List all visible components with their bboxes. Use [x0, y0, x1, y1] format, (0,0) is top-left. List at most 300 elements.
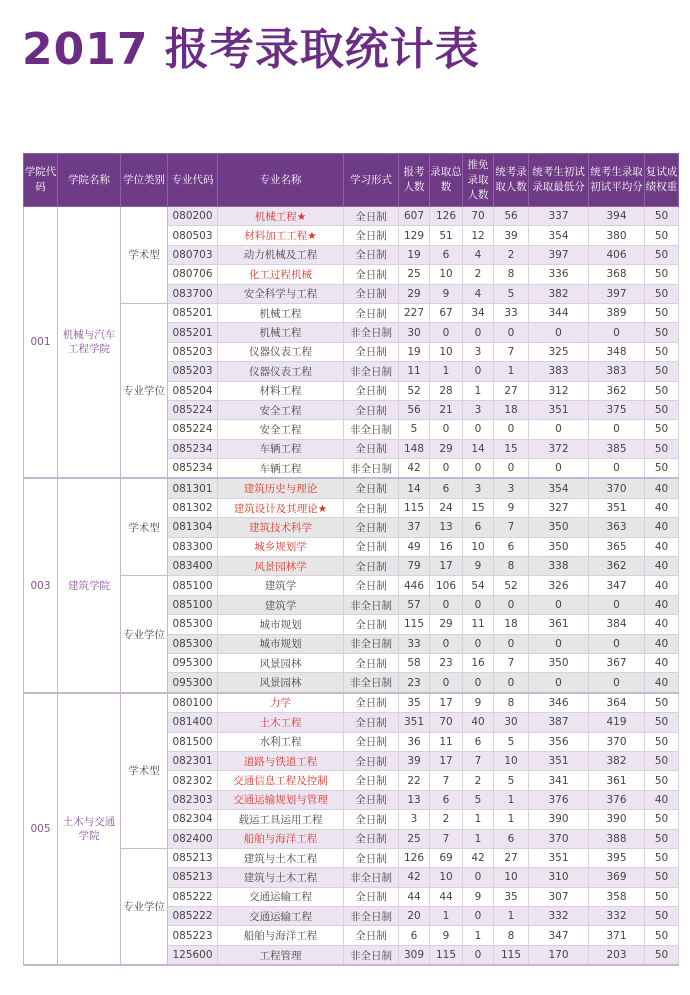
- min-score: 350: [529, 518, 589, 537]
- exam-admitted: 15: [494, 439, 529, 458]
- admitted-total: 29: [430, 439, 463, 458]
- exam-admitted: 0: [494, 634, 529, 653]
- exam-admitted: 8: [494, 693, 529, 713]
- admitted-total: 10: [430, 342, 463, 361]
- avg-score: 370: [589, 478, 645, 498]
- avg-score: 0: [589, 595, 645, 614]
- major-name: 车辆工程: [218, 459, 344, 479]
- exempt-admitted: 1: [463, 381, 494, 400]
- min-score: 376: [529, 790, 589, 809]
- study-mode: 非全日制: [344, 907, 399, 926]
- major-name: 城乡规划学: [218, 537, 344, 556]
- major-name: 载运工具运用工程: [218, 810, 344, 829]
- major-name: 力学: [218, 693, 344, 713]
- retest-weight: 50: [645, 751, 679, 770]
- major-name: 建筑与土木工程: [218, 848, 344, 867]
- exempt-admitted: 0: [463, 634, 494, 653]
- study-mode: 全日制: [344, 498, 399, 517]
- avg-score: 362: [589, 381, 645, 400]
- major-code: 085234: [168, 439, 218, 458]
- major-code: 085203: [168, 342, 218, 361]
- exempt-admitted: 54: [463, 576, 494, 595]
- major-code: 080703: [168, 245, 218, 264]
- admitted-total: 17: [430, 557, 463, 576]
- exempt-admitted: 6: [463, 518, 494, 537]
- exempt-admitted: 0: [463, 323, 494, 342]
- admitted-total: 126: [430, 207, 463, 226]
- college-section: [24, 478, 679, 692]
- admitted-total: 16: [430, 537, 463, 556]
- study-mode: 全日制: [344, 926, 399, 945]
- major-code: 083700: [168, 284, 218, 303]
- major-name: 道路与铁道工程: [218, 751, 344, 770]
- major-code: 080503: [168, 226, 218, 245]
- avg-score: 365: [589, 537, 645, 556]
- retest-weight: 50: [645, 323, 679, 342]
- min-score: 361: [529, 615, 589, 634]
- min-score: 347: [529, 926, 589, 945]
- exam-admitted: 7: [494, 342, 529, 361]
- min-score: 0: [529, 673, 589, 693]
- min-score: 383: [529, 362, 589, 381]
- table-row: [24, 303, 679, 322]
- min-score: 312: [529, 381, 589, 400]
- retest-weight: 40: [645, 518, 679, 537]
- applicants: 13: [399, 790, 430, 809]
- min-score: 0: [529, 595, 589, 614]
- header-min-score: 统考生初试录取最低分: [529, 154, 589, 207]
- study-mode: 全日制: [344, 732, 399, 751]
- retest-weight: 50: [645, 342, 679, 361]
- retest-weight: 50: [645, 829, 679, 848]
- avg-score: 383: [589, 362, 645, 381]
- degree-type: 专业学位: [121, 848, 168, 965]
- min-score: 0: [529, 323, 589, 342]
- min-score: 325: [529, 342, 589, 361]
- min-score: 336: [529, 265, 589, 284]
- study-mode: 全日制: [344, 207, 399, 226]
- header-college-code: 学院代码: [24, 154, 58, 207]
- exempt-admitted: 3: [463, 400, 494, 419]
- exam-admitted: 7: [494, 653, 529, 672]
- min-score: 372: [529, 439, 589, 458]
- avg-score: 0: [589, 634, 645, 653]
- avg-score: 382: [589, 751, 645, 770]
- avg-score: 368: [589, 265, 645, 284]
- exempt-admitted: 4: [463, 284, 494, 303]
- admitted-total: 17: [430, 693, 463, 713]
- major-code: 095300: [168, 653, 218, 672]
- applicants: 42: [399, 868, 430, 887]
- avg-score: 369: [589, 868, 645, 887]
- avg-score: 332: [589, 907, 645, 926]
- applicants: 6: [399, 926, 430, 945]
- avg-score: 419: [589, 713, 645, 732]
- admitted-total: 115: [430, 945, 463, 965]
- applicants: 56: [399, 400, 430, 419]
- exempt-admitted: 12: [463, 226, 494, 245]
- major-code: 085100: [168, 595, 218, 614]
- applicants: 79: [399, 557, 430, 576]
- exempt-admitted: 4: [463, 245, 494, 264]
- avg-score: 203: [589, 945, 645, 965]
- min-score: 351: [529, 848, 589, 867]
- avg-score: 395: [589, 848, 645, 867]
- major-name: 水利工程: [218, 732, 344, 751]
- applicants: 22: [399, 771, 430, 790]
- college-code: 005: [24, 693, 58, 965]
- study-mode: 全日制: [344, 342, 399, 361]
- retest-weight: 50: [645, 907, 679, 926]
- major-name: 船舶与海洋工程: [218, 926, 344, 945]
- major-name: 风景园林: [218, 673, 344, 693]
- exam-admitted: 18: [494, 400, 529, 419]
- admission-statistics-table: [23, 153, 679, 966]
- major-name: 建筑历史与理论: [218, 478, 344, 498]
- min-score: 332: [529, 907, 589, 926]
- major-code: 085201: [168, 323, 218, 342]
- major-name: 城市规划: [218, 634, 344, 653]
- major-name: 车辆工程: [218, 439, 344, 458]
- exam-admitted: 1: [494, 362, 529, 381]
- applicants: 42: [399, 459, 430, 479]
- admitted-total: 24: [430, 498, 463, 517]
- study-mode: 全日制: [344, 226, 399, 245]
- table-row: [24, 478, 679, 498]
- study-mode: 全日制: [344, 245, 399, 264]
- study-mode: 全日制: [344, 848, 399, 867]
- exempt-admitted: 9: [463, 557, 494, 576]
- exam-admitted: 5: [494, 732, 529, 751]
- header-study-mode: 学习形式: [344, 154, 399, 207]
- avg-score: 380: [589, 226, 645, 245]
- major-code: 085100: [168, 576, 218, 595]
- header-exempt-admitted: 推免录取人数: [463, 154, 494, 207]
- avg-score: 363: [589, 518, 645, 537]
- study-mode: 全日制: [344, 751, 399, 770]
- exempt-admitted: 3: [463, 342, 494, 361]
- avg-score: 358: [589, 887, 645, 906]
- admitted-total: 51: [430, 226, 463, 245]
- study-mode: 非全日制: [344, 362, 399, 381]
- study-mode: 全日制: [344, 615, 399, 634]
- exempt-admitted: 11: [463, 615, 494, 634]
- exam-admitted: 0: [494, 323, 529, 342]
- header-avg-score: 统考生录取初试平均分: [589, 154, 645, 207]
- retest-weight: 50: [645, 303, 679, 322]
- exempt-admitted: 9: [463, 887, 494, 906]
- admitted-total: 0: [430, 673, 463, 693]
- major-code: 080706: [168, 265, 218, 284]
- study-mode: 非全日制: [344, 459, 399, 479]
- retest-weight: 50: [645, 732, 679, 751]
- table-row: [24, 207, 679, 226]
- applicants: 49: [399, 537, 430, 556]
- major-code: 085203: [168, 362, 218, 381]
- major-code: 081400: [168, 713, 218, 732]
- degree-type: 学术型: [121, 478, 168, 575]
- study-mode: 全日制: [344, 810, 399, 829]
- applicants: 44: [399, 887, 430, 906]
- min-score: 370: [529, 829, 589, 848]
- exam-admitted: 8: [494, 926, 529, 945]
- admitted-total: 13: [430, 518, 463, 537]
- retest-weight: 50: [645, 848, 679, 867]
- admitted-total: 6: [430, 790, 463, 809]
- exam-admitted: 0: [494, 459, 529, 479]
- retest-weight: 50: [645, 945, 679, 965]
- header-college-name: 学院名称: [58, 154, 121, 207]
- major-name: 材料加工工程★: [218, 226, 344, 245]
- exam-admitted: 5: [494, 284, 529, 303]
- exempt-admitted: 2: [463, 771, 494, 790]
- exam-admitted: 115: [494, 945, 529, 965]
- major-code: 085222: [168, 907, 218, 926]
- exam-admitted: 2: [494, 245, 529, 264]
- min-score: 0: [529, 634, 589, 653]
- study-mode: 全日制: [344, 478, 399, 498]
- min-score: 337: [529, 207, 589, 226]
- major-code: 082302: [168, 771, 218, 790]
- study-mode: 全日制: [344, 265, 399, 284]
- admitted-total: 70: [430, 713, 463, 732]
- study-mode: 全日制: [344, 713, 399, 732]
- min-score: 351: [529, 400, 589, 419]
- admitted-total: 7: [430, 829, 463, 848]
- applicants: 227: [399, 303, 430, 322]
- exempt-admitted: 0: [463, 420, 494, 439]
- admitted-total: 0: [430, 595, 463, 614]
- major-code: 085224: [168, 400, 218, 419]
- applicants: 25: [399, 829, 430, 848]
- exempt-admitted: 1: [463, 926, 494, 945]
- applicants: 115: [399, 615, 430, 634]
- exempt-admitted: 34: [463, 303, 494, 322]
- major-code: 085222: [168, 887, 218, 906]
- major-name: 材料工程: [218, 381, 344, 400]
- major-name: 交通运输规划与管理: [218, 790, 344, 809]
- college-name: 建筑学院: [58, 478, 121, 692]
- applicants: 446: [399, 576, 430, 595]
- min-score: 341: [529, 771, 589, 790]
- major-code: 085223: [168, 926, 218, 945]
- applicants: 29: [399, 284, 430, 303]
- exempt-admitted: 0: [463, 362, 494, 381]
- retest-weight: 50: [645, 439, 679, 458]
- major-name: 交通运输工程: [218, 887, 344, 906]
- retest-weight: 40: [645, 673, 679, 693]
- study-mode: 全日制: [344, 557, 399, 576]
- exam-admitted: 1: [494, 790, 529, 809]
- applicants: 115: [399, 498, 430, 517]
- avg-score: 0: [589, 673, 645, 693]
- admitted-total: 67: [430, 303, 463, 322]
- major-name: 机械工程★: [218, 207, 344, 226]
- table-row: [24, 693, 679, 713]
- exam-admitted: 1: [494, 810, 529, 829]
- major-name: 仪器仪表工程: [218, 362, 344, 381]
- avg-score: 351: [589, 498, 645, 517]
- study-mode: 全日制: [344, 284, 399, 303]
- header-exam-admitted: 统考录取人数: [494, 154, 529, 207]
- avg-score: 388: [589, 829, 645, 848]
- major-code: 082303: [168, 790, 218, 809]
- degree-type: 学术型: [121, 693, 168, 849]
- study-mode: 非全日制: [344, 945, 399, 965]
- retest-weight: 40: [645, 537, 679, 556]
- study-mode: 非全日制: [344, 673, 399, 693]
- header-applicants: 报考人数: [399, 154, 430, 207]
- admitted-total: 21: [430, 400, 463, 419]
- applicants: 126: [399, 848, 430, 867]
- admitted-total: 9: [430, 926, 463, 945]
- table-row: [24, 848, 679, 867]
- major-name: 机械工程: [218, 323, 344, 342]
- applicants: 37: [399, 518, 430, 537]
- avg-score: 406: [589, 245, 645, 264]
- major-code: 081302: [168, 498, 218, 517]
- degree-type: 专业学位: [121, 303, 168, 478]
- major-code: 085201: [168, 303, 218, 322]
- college-code: 001: [24, 207, 58, 479]
- min-score: 354: [529, 478, 589, 498]
- study-mode: 全日制: [344, 771, 399, 790]
- applicants: 36: [399, 732, 430, 751]
- header-major-name: 专业名称: [218, 154, 344, 207]
- exempt-admitted: 40: [463, 713, 494, 732]
- avg-score: 394: [589, 207, 645, 226]
- avg-score: 385: [589, 439, 645, 458]
- admitted-total: 9: [430, 284, 463, 303]
- major-code: 085224: [168, 420, 218, 439]
- min-score: 310: [529, 868, 589, 887]
- applicants: 35: [399, 693, 430, 713]
- exam-admitted: 6: [494, 537, 529, 556]
- major-code: 081304: [168, 518, 218, 537]
- admitted-total: 1: [430, 362, 463, 381]
- min-score: 387: [529, 713, 589, 732]
- retest-weight: 50: [645, 887, 679, 906]
- admitted-total: 10: [430, 868, 463, 887]
- avg-score: 0: [589, 459, 645, 479]
- exam-admitted: 27: [494, 848, 529, 867]
- study-mode: 非全日制: [344, 634, 399, 653]
- study-mode: 全日制: [344, 829, 399, 848]
- study-mode: 全日制: [344, 518, 399, 537]
- applicants: 58: [399, 653, 430, 672]
- exempt-admitted: 1: [463, 829, 494, 848]
- admitted-total: 0: [430, 323, 463, 342]
- applicants: 5: [399, 420, 430, 439]
- exam-admitted: 10: [494, 868, 529, 887]
- applicants: 25: [399, 265, 430, 284]
- exam-admitted: 52: [494, 576, 529, 595]
- retest-weight: 40: [645, 790, 679, 809]
- applicants: 309: [399, 945, 430, 965]
- applicants: 129: [399, 226, 430, 245]
- retest-weight: 40: [645, 595, 679, 614]
- exam-admitted: 33: [494, 303, 529, 322]
- retest-weight: 50: [645, 207, 679, 226]
- study-mode: 非全日制: [344, 595, 399, 614]
- avg-score: 397: [589, 284, 645, 303]
- min-score: 344: [529, 303, 589, 322]
- exempt-admitted: 15: [463, 498, 494, 517]
- retest-weight: 40: [645, 653, 679, 672]
- major-name: 工程管理: [218, 945, 344, 965]
- admitted-total: 0: [430, 634, 463, 653]
- degree-type: 专业学位: [121, 576, 168, 693]
- min-score: 354: [529, 226, 589, 245]
- college-section: [24, 693, 679, 965]
- major-name: 仪器仪表工程: [218, 342, 344, 361]
- applicants: 148: [399, 439, 430, 458]
- applicants: 57: [399, 595, 430, 614]
- study-mode: 全日制: [344, 693, 399, 713]
- retest-weight: 50: [645, 226, 679, 245]
- retest-weight: 50: [645, 810, 679, 829]
- retest-weight: 50: [645, 868, 679, 887]
- study-mode: 全日制: [344, 887, 399, 906]
- study-mode: 全日制: [344, 537, 399, 556]
- major-code: 081301: [168, 478, 218, 498]
- exam-admitted: 18: [494, 615, 529, 634]
- retest-weight: 40: [645, 557, 679, 576]
- retest-weight: 40: [645, 615, 679, 634]
- major-name: 建筑设计及其理论★: [218, 498, 344, 517]
- applicants: 19: [399, 245, 430, 264]
- applicants: 11: [399, 362, 430, 381]
- avg-score: 384: [589, 615, 645, 634]
- min-score: 346: [529, 693, 589, 713]
- major-name: 交通信息工程及控制: [218, 771, 344, 790]
- header-row: [24, 154, 679, 207]
- college-section: [24, 207, 679, 479]
- min-score: 170: [529, 945, 589, 965]
- exam-admitted: 35: [494, 887, 529, 906]
- admitted-total: 7: [430, 771, 463, 790]
- applicants: 607: [399, 207, 430, 226]
- retest-weight: 50: [645, 459, 679, 479]
- admitted-total: 0: [430, 459, 463, 479]
- exempt-admitted: 42: [463, 848, 494, 867]
- exam-admitted: 0: [494, 595, 529, 614]
- retest-weight: 50: [645, 362, 679, 381]
- college-name: 机械与汽车工程学院: [58, 207, 121, 479]
- min-score: 382: [529, 284, 589, 303]
- retest-weight: 40: [645, 498, 679, 517]
- study-mode: 全日制: [344, 439, 399, 458]
- exempt-admitted: 70: [463, 207, 494, 226]
- study-mode: 全日制: [344, 576, 399, 595]
- major-code: 085204: [168, 381, 218, 400]
- exam-admitted: 5: [494, 771, 529, 790]
- admitted-total: 44: [430, 887, 463, 906]
- exam-admitted: 7: [494, 518, 529, 537]
- retest-weight: 50: [645, 245, 679, 264]
- exempt-admitted: 1: [463, 810, 494, 829]
- exempt-admitted: 0: [463, 459, 494, 479]
- avg-score: 364: [589, 693, 645, 713]
- min-score: 327: [529, 498, 589, 517]
- applicants: 3: [399, 810, 430, 829]
- min-score: 350: [529, 653, 589, 672]
- exam-admitted: 30: [494, 713, 529, 732]
- major-code: 080200: [168, 207, 218, 226]
- applicants: 30: [399, 323, 430, 342]
- applicants: 19: [399, 342, 430, 361]
- exempt-admitted: 7: [463, 751, 494, 770]
